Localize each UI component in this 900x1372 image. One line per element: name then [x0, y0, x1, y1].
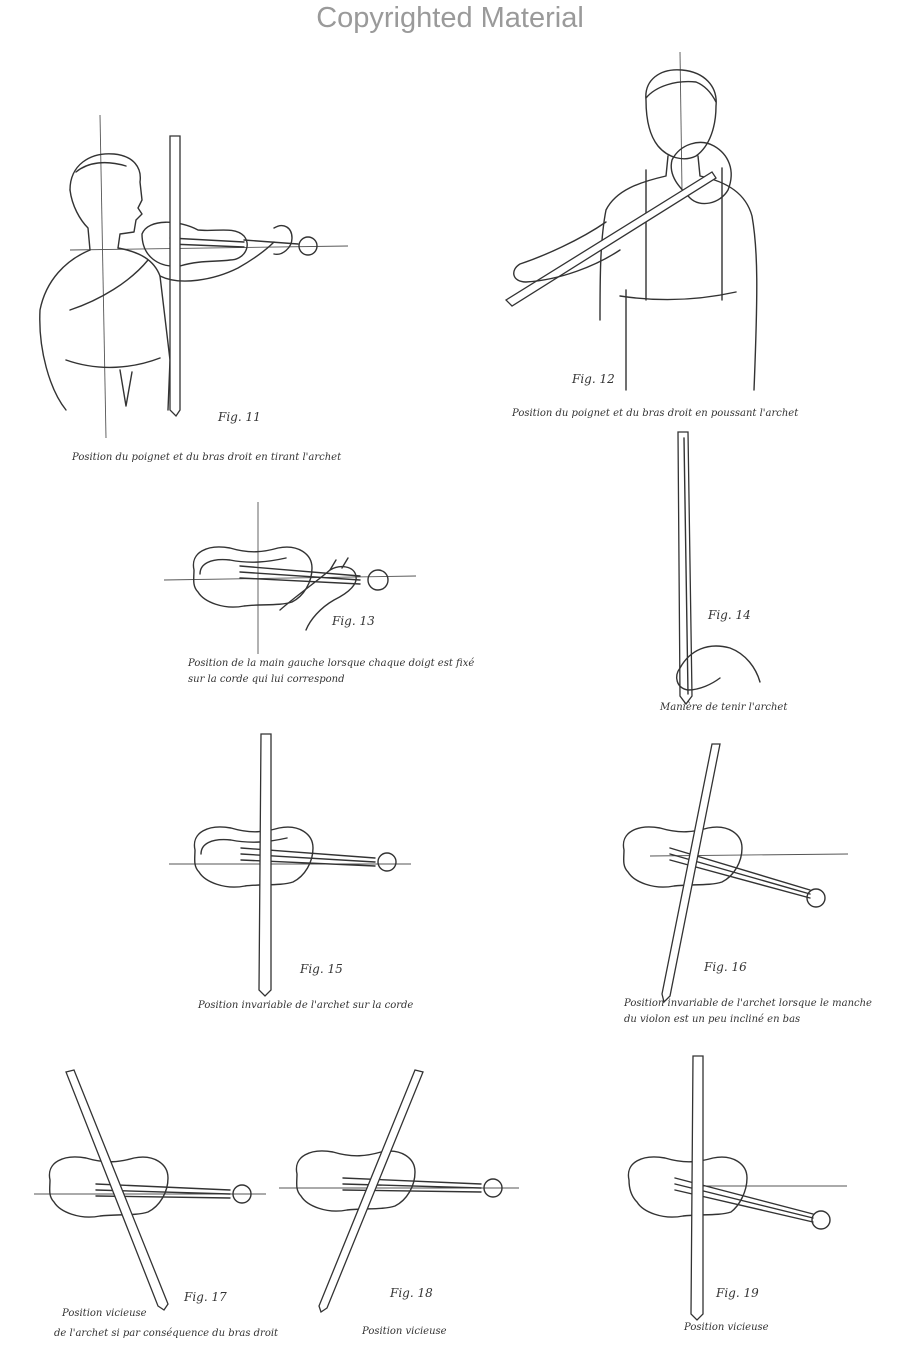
figure-13-caption-line-1: Position de la main gauche lorsque chaque doigt est fixé — [188, 658, 475, 669]
figure-15-illustration — [165, 728, 415, 998]
figure-12-caption: Position du poignet et du bras droit en poussant l'archet — [512, 408, 799, 419]
figure-13-label: Fig. 13 — [332, 614, 375, 628]
figure-15-caption: Position invariable de l'archet sur la corde — [198, 1000, 414, 1011]
figure-17-label: Fig. 17 — [184, 1290, 227, 1304]
figure-17-caption-line-1: Position vicieuse — [62, 1308, 147, 1319]
figure-12-label: Fig. 12 — [572, 372, 615, 386]
figure-19-label: Fig. 19 — [716, 1286, 759, 1300]
figure-18-illustration — [275, 1066, 525, 1316]
figure-14-illustration — [660, 428, 770, 708]
figure-18-caption: Position vicieuse — [362, 1326, 447, 1337]
figure-16-label: Fig. 16 — [704, 960, 747, 974]
figure-15-label: Fig. 15 — [300, 962, 343, 976]
figure-14-caption: Manière de tenir l'archet — [660, 702, 788, 713]
figure-13-caption-line-2: sur la corde qui lui correspond — [188, 674, 345, 685]
figure-17-caption-line-2: de l'archet si par conséquence du bras droit — [54, 1328, 279, 1339]
figure-11-illustration — [30, 110, 360, 440]
figure-18-label: Fig. 18 — [390, 1286, 433, 1300]
copyright-watermark: Copyrighted Material — [316, 2, 584, 34]
figure-12-illustration — [500, 50, 780, 400]
figure-19-illustration — [615, 1052, 855, 1322]
figure-13-illustration — [160, 500, 420, 660]
figure-11-caption: Position du poignet et du bras droit en tirant l'archet — [72, 452, 342, 463]
figure-19-caption: Position vicieuse — [684, 1322, 769, 1333]
figure-17-illustration — [30, 1066, 270, 1316]
figure-16-caption-line-1: Position invariable de l'archet lorsque le manche — [624, 998, 872, 1009]
figure-14-label: Fig. 14 — [708, 608, 751, 622]
figure-11-label: Fig. 11 — [218, 410, 261, 424]
figure-16-caption-line-2: du violon est un peu incliné en bas — [624, 1014, 801, 1025]
